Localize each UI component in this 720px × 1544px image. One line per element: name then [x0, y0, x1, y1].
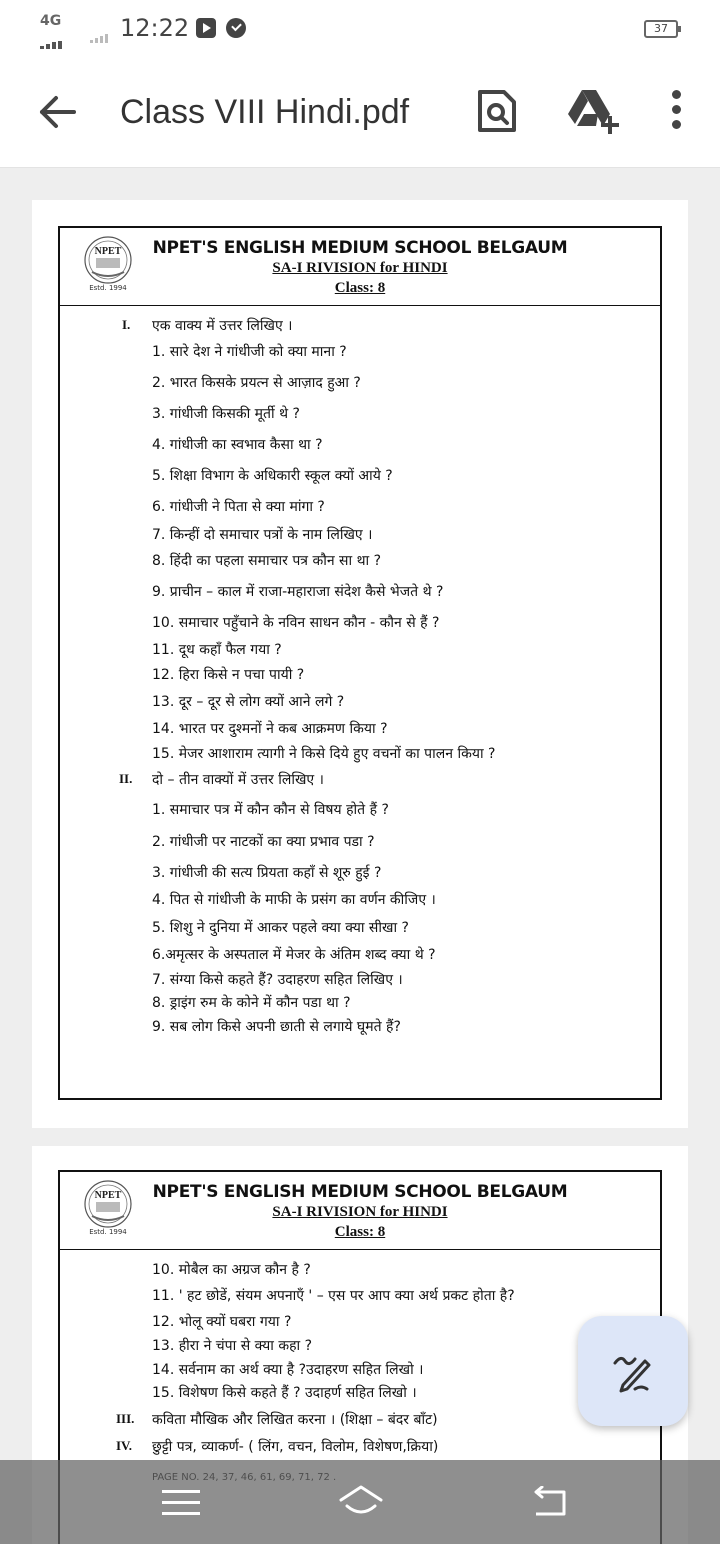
document-subtitle: SA-I RIVISION for HINDI — [272, 260, 448, 276]
dot-icon — [672, 120, 681, 129]
question: 14. सर्वनाम का अर्थ क्या है ?उदाहरण सहित लिखो । — [152, 1362, 424, 1378]
question: 14. भारत पर दुश्मनों ने कब आक्रमण किया ? — [152, 721, 388, 737]
logo-established-year: Estd. 1994 — [89, 284, 127, 292]
home-button[interactable] — [338, 1484, 384, 1518]
question: 13. हीरा ने चंपा से क्या कहा ? — [152, 1338, 313, 1354]
question: 11. दूध कहाँ फैल गया ? — [152, 642, 282, 658]
section-heading: छुट्टी पत्र, व्याकर्ण- ( लिंग, वचन, विलोम, विशेषण,क्रिया) — [152, 1439, 439, 1455]
question: 6. गांधीजी ने पिता से क्या मांगा ? — [152, 499, 325, 515]
section-numeral: IV. — [116, 1438, 133, 1453]
question: 6.अमृत्सर के अस्पताल में मेजर के अंतिम शब्द क्या थे ? — [152, 947, 436, 963]
question: 13. दूर – दूर से लोग क्यों आने लगे ? — [152, 694, 345, 710]
question: 1. समाचार पत्र में कौन कौन से विषय होते हैं ? — [152, 802, 389, 818]
document-frame — [58, 226, 662, 1100]
signal-2-icon — [90, 24, 114, 38]
pen-edit-icon — [611, 1349, 655, 1393]
question: 3. गांधीजी किसकी मूर्ती थे ? — [152, 406, 300, 422]
media-play-icon — [196, 18, 216, 38]
arrow-left-icon — [36, 90, 80, 134]
question: 9. प्राचीन – काल में राजा-महाराजा संदेश कैसे भेजते थे ? — [152, 584, 444, 600]
system-back-button[interactable] — [528, 1486, 568, 1518]
question: 8. हिंदी का पहला समाचार पत्र कौन सा था ? — [152, 553, 382, 569]
question: 5. शिशु ने दुनिया में आकर पहले क्या क्या सीखा ? — [152, 920, 409, 936]
document-search-icon — [474, 88, 520, 134]
dot-icon — [672, 90, 681, 99]
section-numeral: III. — [116, 1411, 135, 1426]
document-header — [60, 1172, 660, 1250]
question: 15. विशेषण किसे कहते हैं ? उदाहर्ण सहित लिखो । — [152, 1385, 417, 1401]
question: 9. सब लोग किसे अपनी छाती से लगाये घूमते हैं? — [152, 1019, 401, 1035]
question: 4. पित से गांधीजी के माफी के प्रसंग का वर्णन कीजिए । — [152, 892, 436, 908]
logo-established-year: Estd. 1994 — [89, 1228, 127, 1236]
question: 15. मेजर आशाराम त्यागी ने किसे दिये हुए वचनों का पालन किया ? — [152, 746, 496, 762]
section-heading: कविता मौखिक और लिखित करना । (शिक्षा – बंदर बाँट) — [152, 1412, 438, 1428]
status-bar — [0, 0, 720, 56]
file-title: Class VIII Hindi.pdf — [120, 93, 410, 131]
menu-line-icon — [162, 1512, 200, 1515]
home-icon — [338, 1484, 384, 1518]
class-label: Class: 8 — [334, 280, 386, 296]
edit-annotate-button[interactable] — [578, 1316, 688, 1426]
svg-text:NPET: NPET — [94, 1190, 122, 1201]
svg-text:NPET: NPET — [94, 246, 122, 257]
pdf-page-1 — [32, 200, 688, 1128]
question: 2. भारत किसके प्रयत्न से आज़ाद हुआ ? — [152, 375, 361, 391]
search-in-document-button[interactable] — [474, 88, 520, 134]
question: 3. गांधीजी की सत्य प्रियता कहाँ से शूरु हुई ? — [152, 865, 382, 881]
question: 10. मोबैल का अग्रज कौन है ? — [152, 1262, 311, 1278]
school-name: NPET'S ENGLISH MEDIUM SCHOOL BELGAUM — [152, 1182, 568, 1202]
app-bar — [0, 56, 720, 168]
clock: 12:22 — [120, 14, 190, 42]
system-navigation-bar — [0, 1460, 720, 1544]
more-options-button[interactable] — [664, 90, 688, 134]
school-name: NPET'S ENGLISH MEDIUM SCHOOL BELGAUM — [152, 238, 568, 258]
question: 12. हिरा किसे न पचा पायी ? — [152, 667, 305, 683]
document-header — [60, 228, 660, 306]
question: 4. गांधीजी का स्वभाव कैसा था ? — [152, 437, 323, 453]
question: 1. सारे देश ने गांधीजी को क्या माना ? — [152, 344, 347, 360]
network-type: 4G — [40, 13, 62, 29]
question: 10. समाचार पहुँचाने के नविन साधन कौन - कौन से हैं ? — [152, 615, 440, 631]
signal-icon — [40, 30, 74, 38]
battery-icon: 37 — [644, 20, 678, 38]
return-arrow-icon — [528, 1486, 568, 1518]
back-button[interactable] — [36, 90, 80, 134]
section-numeral: I. — [122, 317, 131, 332]
dot-icon — [672, 105, 681, 114]
add-to-drive-button[interactable] — [566, 86, 620, 136]
drive-add-icon — [566, 86, 620, 136]
section-heading: दो – तीन वाक्यों में उत्तर लिखिए । — [152, 772, 324, 788]
menu-line-icon — [162, 1501, 200, 1504]
recent-apps-button[interactable] — [162, 1490, 200, 1518]
question: 11. ' हट छोडें, संयम अपनाएँ ' – एस पर आप क्या अर्थ प्रकट होता है? — [152, 1288, 515, 1304]
question: 7. संग्या किसे कहते हैं? उदाहरण सहित लिखिए । — [152, 972, 403, 988]
question: 8. ड्राइंग रुम के कोने में कौन पडा था ? — [152, 995, 351, 1011]
class-label: Class: 8 — [334, 1224, 386, 1240]
question: 7. किन्हीं दो समाचार पत्रों के नाम लिखिए । — [152, 527, 373, 543]
document-subtitle: SA-I RIVISION for HINDI — [272, 1204, 448, 1220]
menu-line-icon — [162, 1490, 200, 1493]
section-numeral: II. — [119, 771, 133, 786]
check-circle-icon — [226, 18, 246, 38]
section-heading: एक वाक्य में उत्तर लिखिए । — [152, 318, 293, 334]
question: 2. गांधीजी पर नाटकों का क्या प्रभाव पडा ? — [152, 834, 375, 850]
question: 12. भोलू क्यों घबरा गया ? — [152, 1314, 292, 1330]
question: 5. शिक्षा विभाग के अधिकारी स्कूल क्यों आये ? — [152, 468, 393, 484]
